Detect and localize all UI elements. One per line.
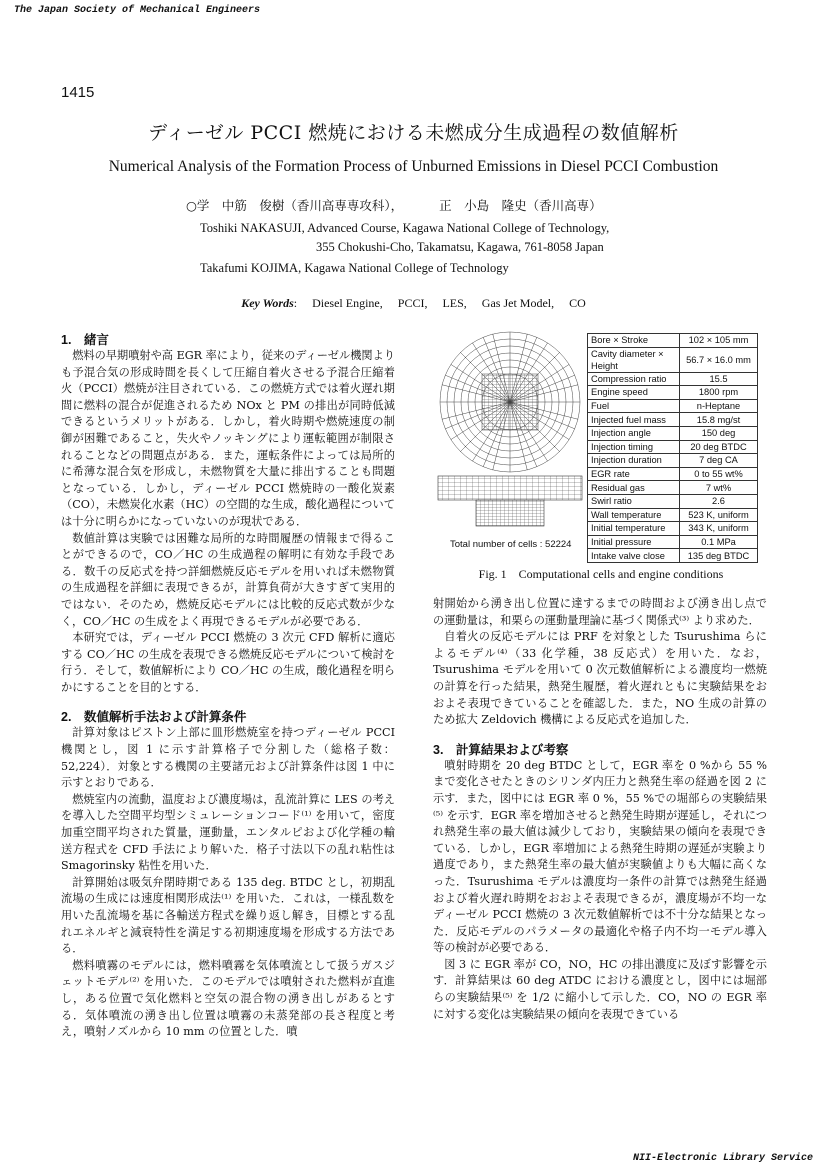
condition-row <box>588 386 758 400</box>
paragraph: 計算対象はピストン上部に皿形燃焼室を持つディーゼル PCCI 機関とし，図 1 に示す計算格子で分割した（総格子数：52,224）．対象とする機関の主要諸元および計算条件は図 1 中に示すとおりである． <box>61 726 395 790</box>
authors-japanese <box>186 196 602 214</box>
affiliation-line-2: 355 Chokushi-Cho, Takamatsu, Kagawa, 761-8058 Japan <box>316 240 604 254</box>
condition-label: Cavity diameter × Height <box>588 347 680 372</box>
condition-value: 150 deg <box>680 426 758 440</box>
keywords-label: Key Words <box>241 296 294 310</box>
condition-row <box>588 522 758 536</box>
condition-value: 2.6 <box>680 494 758 508</box>
condition-row <box>588 347 758 372</box>
condition-label: Injection timing <box>588 440 680 454</box>
condition-label: Compression ratio <box>588 372 680 386</box>
figure-1-caption: Fig. 1 Computational cells and engine conditions <box>478 567 724 581</box>
condition-label: Injection angle <box>588 426 680 440</box>
condition-label: Injected fuel mass <box>588 413 680 427</box>
condition-value: 20 deg BTDC <box>680 440 758 454</box>
condition-value: 7 wt% <box>680 481 758 495</box>
title-english: Numerical Analysis of the Formation Process of Unburned Emissions in Diesel PCCI Combustion <box>108 158 719 175</box>
condition-row <box>588 372 758 386</box>
paragraph: 燃料噴霧のモデルには，燃料噴霧を気体噴流として扱うガスジェットモデル⁽²⁾ を用いた．このモデルでは噴射された燃料が直進し，ある位置で気化燃料と空気の混合物の湧き出しがあるとする．気体噴流の湧き出し位置は噴霧の未蒸発部の長さ程度と考え，噴射ノズルから 10 mm の位置とした．噴 <box>61 958 395 1039</box>
affiliation-line-1: Toshiki NAKASUJI, Advanced Course, Kagawa National College of Technology, <box>200 221 610 235</box>
condition-label: EGR rate <box>588 467 680 481</box>
keyword: Diesel Engine, <box>312 296 383 310</box>
condition-row <box>588 494 758 508</box>
author-1: ○学 中筋 俊樹（香川高専専攻科）， <box>186 198 404 213</box>
total-cells-label: Total number of cells : 52224 <box>450 539 572 550</box>
condition-value: 56.7 × 16.0 mm <box>680 347 758 372</box>
paragraph: 数値計算は実験では困難な局所的な時間履歴の情報まで得ることができるので，CO／HC の生成過程の解明に有効な手段である．数千の反応式を持つ詳細燃焼反応モデルを用いれば未燃物質の生成過程を詳細に表現できるが，計算負荷が大きすぎて実用的ではない．そのため，燃焼反応モデルには比較的反応式数が少なく，CO／HC の生成をよく再現できるモデルが必要である． <box>61 531 395 628</box>
author-2: 正 小島 隆史（香川高専） <box>439 198 602 213</box>
left-column <box>61 332 395 1041</box>
condition-label: Bore × Stroke <box>588 334 680 348</box>
condition-label: Injection duration <box>588 454 680 468</box>
condition-row <box>588 481 758 495</box>
engine-conditions-table <box>587 333 758 563</box>
condition-label: Wall temperature <box>588 508 680 522</box>
nii-footer: NII-Electronic Library Service <box>632 1153 813 1164</box>
paragraph: 燃料の早期噴射や高 EGR 率により，従来のディーゼル機関よりも予混合気の形成時間を長くして圧縮自着火させる予混合圧縮着火（PCCI）燃焼が注目されている．この燃焼方式では着火遅れ期間に燃料の混合が促進されるため NOx と PM の排出が同時低減できるというメリットがある．しかし，着火時期や燃焼速度の制御が困難であること，失火やノッキングにより運転範囲が制限されることなどの問題点がある．また，運転条件によっては局所的に希薄な混合気を形成し，未燃物質を大量に排出することも問題となっている．しかし，ディーゼル PCCI 燃焼時の一酸化炭素（CO），未燃炭化水素（HC）の空間的な生成，酸化過程については十分に明らかになっていないのが現状である． <box>61 349 395 528</box>
condition-value: 0 to 55 wt% <box>680 467 758 481</box>
paragraph: 計算開始は吸気弁閉時期である 135 deg. BTDC とし，初期乱流場の生成には速度相関形成法⁽¹⁾ を用いた．これは，一様乱数を用いた乱流場を基に各輸送方程式を繰り返し解き，目標とする乱れエネルギと減衰特性を満足する初期速度場を形成する方法である． <box>61 875 395 956</box>
paragraph: 燃焼室内の流動，温度および濃度場は，乱流計算に LES の考えを導入した空間平均型シミュレーションコード⁽¹⁾ を用いて，密度加重空間平均された質量，運動量，エンタルピおよび化学種の輸送方程式を CFD 手法により解いた．格子寸法以下の乱れ粘性は Smagorinsky 粘性を用いた． <box>61 792 395 873</box>
condition-value: n-Heptane <box>680 399 758 413</box>
condition-label: Initial pressure <box>588 535 680 549</box>
section-2-title: 2. 数値解析手法および計算条件 <box>61 710 247 725</box>
paragraph: 図 3 に EGR 率が CO，NO，HC の排出濃度に及ぼす影響を示す．計算結果は 60 deg ATDC における濃度とし，図中には堀部らの実験結果⁽⁵⁾ を 1/2 に縮小して示した．CO，NO の EGR 率に対する変化は実験結果の傾向を表現できている <box>433 957 767 1021</box>
condition-label: Initial temperature <box>588 522 680 536</box>
section-1-title: 1. 緒言 <box>61 333 109 347</box>
condition-row <box>588 549 758 563</box>
condition-row <box>588 535 758 549</box>
condition-label: Residual gas <box>588 481 680 495</box>
condition-value: 7 deg CA <box>680 454 758 468</box>
condition-value: 1800 rpm <box>680 386 758 400</box>
condition-value: 102 × 105 mm <box>680 334 758 348</box>
keyword: CO <box>569 296 586 310</box>
condition-label: Intake valve close <box>588 549 680 563</box>
condition-value: 135 deg BTDC <box>680 549 758 563</box>
condition-row <box>588 334 758 348</box>
paragraph: 自着火の反応モデルには PRF を対象とした Tsurushima らによるモデル⁽⁴⁾（33 化学種，38 反応式）を用いた．なお，Tsurushima モデルを用いて 0 次元数値解析による濃度均一燃焼の計算を行った結果，熱発生履歴，着火遅れともに実験結果をおおよそ表現できていることを確認した．また，NO 生成の計算のため拡大 Zeldovich 機構による反応式を追加した． <box>433 630 767 727</box>
condition-label: Fuel <box>588 399 680 413</box>
condition-row <box>588 454 758 468</box>
keyword: LES, <box>442 296 467 310</box>
paragraph: 噴射時期を 20 deg BTDC として，EGR 率を 0 %から 55 % まで変化させたときのシリンダ内圧力と熱発生率の経過を図 2 に示す．また，図中には EGR 率 0 %，55 %での堀部らの実験結果⁽⁵⁾ を示す．EGR 率を増加させると熱発生時期が遅延し，それにつれ熱発生率の最大値は減少しており，実験結果の傾向を表現できている．しかし，EGR 率増加による熱発生時期の遅延が実験より過度であり，また熱発生率の最大値が実験値よりも大幅に高くなった．Tsurushima モデルは濃度均一条件の計算では熱発生経過および着火遅れ時期をおおよそ表現できるが，濃度場が不均一なディーゼル PCCI 燃焼の 3 次元数値解析では不十分な結果となった．反応モデルのパラメータの最適化や格子内不均一モデル導入等の検討が必要である． <box>433 758 767 955</box>
condition-row <box>588 440 758 454</box>
condition-value: 15.5 <box>680 372 758 386</box>
condition-value: 343 K, uniform <box>680 522 758 536</box>
keyword: Gas Jet Model, <box>481 296 555 310</box>
computational-grid-figure <box>436 330 584 535</box>
condition-row <box>588 426 758 440</box>
condition-value: 15.8 mg/st <box>680 413 758 427</box>
keywords: Key Words: Diesel Engine, PCCI, LES, Gas Jet Model, CO <box>241 296 586 310</box>
title-japanese: ディーゼル PCCI 燃焼における未燃成分生成過程の数値解析 <box>148 122 679 144</box>
condition-label: Engine speed <box>588 386 680 400</box>
affiliation-line-3: Takafumi KOJIMA, Kagawa National College of Technology <box>200 261 509 275</box>
condition-label: Swirl ratio <box>588 494 680 508</box>
keyword: PCCI, <box>397 296 428 310</box>
section-3-title: 3. 計算結果および考察 <box>433 742 569 757</box>
condition-value: 523 K, uniform <box>680 508 758 522</box>
condition-row <box>588 508 758 522</box>
condition-row <box>588 399 758 413</box>
paragraph: 射開始から湧き出し位置に達するまでの時間および湧き出し点での運動量は，和栗らの運動量理論に基づく関係式⁽³⁾ より求めた． <box>433 597 767 627</box>
paper-number: 1415 <box>61 84 95 101</box>
condition-row <box>588 413 758 427</box>
condition-row <box>588 467 758 481</box>
right-column <box>433 596 767 1023</box>
paragraph: 本研究では，ディーゼル PCCI 燃焼の 3 次元 CFD 解析に適応する CO／HC の生成を表現できる燃焼反応モデルについて検討を行う．そして，数値解析により CO／HC の生成，酸化過程を明らかにすることを目的とする． <box>61 631 395 694</box>
society-header: The Japan Society of Mechanical Engineers <box>14 5 261 16</box>
condition-value: 0.1 MPa <box>680 535 758 549</box>
